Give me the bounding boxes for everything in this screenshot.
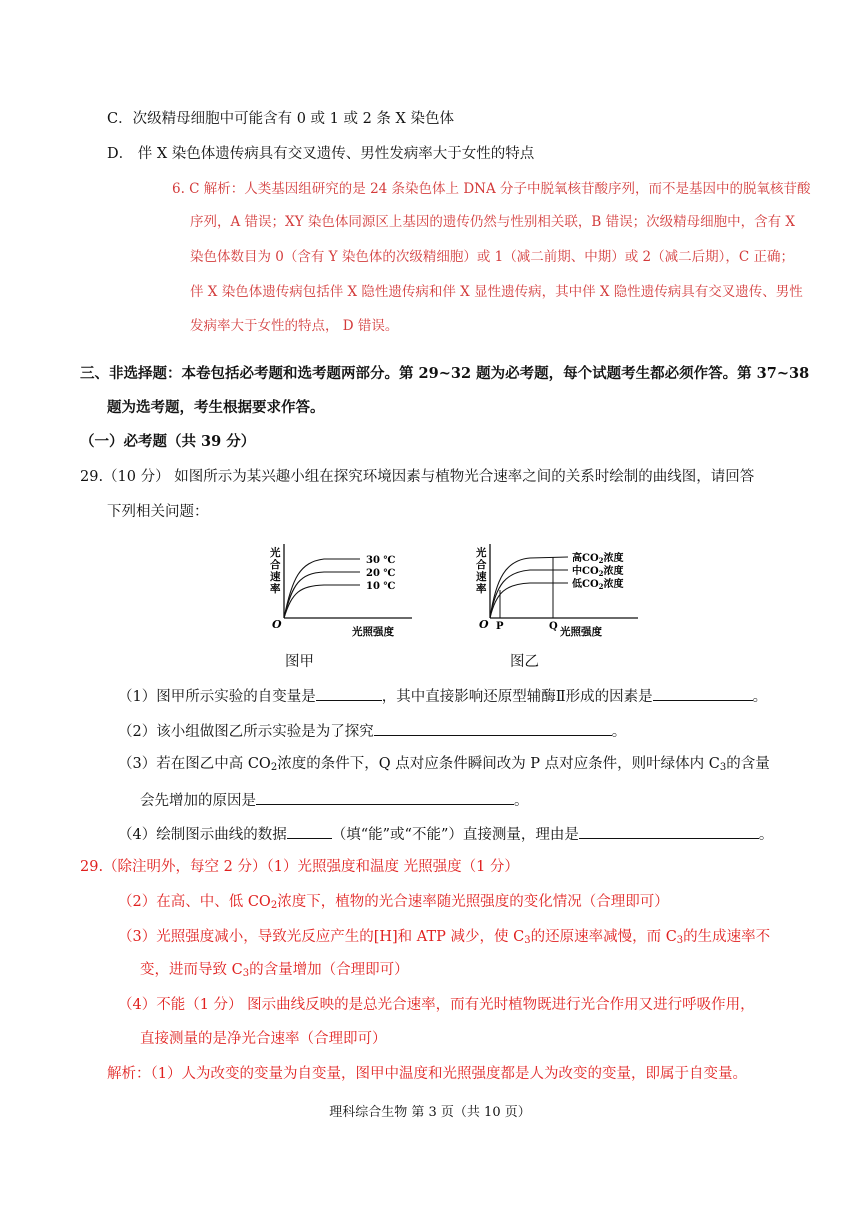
q6-answer-line-4: 伴 X 染色体遗传病包括伴 X 隐性遗传病和伴 X 显性遗传病，其中伴 X 隐性遗传病具有交叉遗传、男性 bbox=[190, 284, 803, 300]
fig-b-xlabel: 光照强度 bbox=[560, 626, 602, 638]
required-section-heading: （一）必考题（共 39 分） bbox=[80, 433, 256, 450]
q6-answer-line-2: 序列，A 错误；XY 染色体同源区上基因的遗传仍然与性别相关联，B 错误；次级精母细胞中，含有 X bbox=[190, 214, 795, 230]
fig-a-curve-30 bbox=[284, 559, 360, 618]
q29-answer-1: 29.（除注明外，每空 2 分）（1）光照强度和温度 光照强度（1 分） bbox=[80, 859, 519, 875]
q29-explanation: 解析：（1）人为改变的变量为自变量，图甲中温度和光照强度都是人为改变的变量，即属于自变量。 bbox=[107, 1066, 747, 1082]
fig-b-series-low: 低$CO_2$浓度 bbox=[572, 579, 624, 591]
blank-3[interactable] bbox=[374, 720, 612, 736]
q29-sub-2: （2）该小组做图乙所示实验是为了探究 。 bbox=[118, 720, 626, 742]
option-c: C．次级精母细胞中可能含有 0 或 1 或 2 条 X 染色体 bbox=[107, 111, 454, 127]
figure-a-caption: 图甲 bbox=[285, 654, 314, 670]
fig-b-origin: O bbox=[479, 618, 489, 631]
fig-b-curve-high bbox=[490, 557, 568, 618]
fig-b-ylabel-4: 率 bbox=[476, 583, 487, 595]
fig-b-point-p: P bbox=[496, 621, 504, 632]
q29-sub-1: （1）图甲所示实验的自变量是 ，其中直接影响还原型辅酶Ⅱ形成的因素是 。 bbox=[118, 685, 767, 707]
option-d: D． 伴 X 染色体遗传病具有交叉遗传、男性发病率大于女性的特点 bbox=[107, 146, 535, 162]
blank-2[interactable] bbox=[653, 685, 753, 701]
fig-a-xlabel: 光照强度 bbox=[352, 626, 394, 638]
fig-a-ylabel-1: 光 bbox=[270, 547, 281, 559]
q6-answer-line-5: 发病率大于女性的特点， D 错误。 bbox=[190, 318, 399, 334]
q29-answer-3-cont: 变，进而导致 $C_3$的含量增加（合理即可） bbox=[140, 962, 409, 979]
blank-4[interactable] bbox=[256, 789, 514, 805]
q29-answer-2: （2）在高、中、低 $CO_2$浓度下，植物的光合速率随光照强度的变化情况（合理即可） bbox=[118, 894, 669, 911]
fig-b-series-high: 高$CO_2$浓度 bbox=[572, 553, 624, 565]
fig-b-ylabel-3: 速 bbox=[476, 571, 487, 583]
figure-b-caption: 图乙 bbox=[510, 654, 539, 670]
q6-answer-line-3: 染色体数目为 0（含有 Y 染色体的次级精细胞）或 1（减二前期、中期）或 2（减二后期），C 正确； bbox=[190, 249, 795, 265]
fig-a-origin: O bbox=[272, 618, 282, 631]
q29-sub-3-cont: 会先增加的原因是 。 bbox=[140, 789, 529, 811]
q6-answer-line-1: 6. C 解析：人类基因组研究的是 24 条染色体上 DNA 分子中脱氧核苷酸序列，而不是基因中的脱氧核苷酸 bbox=[172, 181, 811, 197]
figure-b-chart bbox=[468, 538, 643, 638]
figure-a-chart bbox=[262, 538, 422, 638]
fig-b-curve-low bbox=[490, 583, 568, 618]
q29-answer-3: （3）光照强度减小，导致光反应产生的[H]和 ATP 减少，使 $C_3$的还原速率减慢，而 $C_3$的生成速率不 bbox=[118, 929, 771, 946]
blank-5[interactable] bbox=[287, 823, 332, 839]
fig-a-series-20: 20 ℃ bbox=[366, 568, 396, 579]
q29-stem-cont: 下列相关问题： bbox=[107, 504, 209, 520]
fig-b-ylabel-2: 合 bbox=[476, 559, 487, 571]
blank-6[interactable] bbox=[579, 823, 759, 839]
fig-a-series-10: 10 ℃ bbox=[366, 581, 396, 592]
q29-sub-4: （4）绘制图示曲线的数据 （填“能”或“不能”）直接测量，理由是 。 bbox=[118, 823, 773, 845]
fig-b-ylabel-1: 光 bbox=[476, 547, 487, 559]
blank-1[interactable] bbox=[316, 685, 382, 701]
fig-a-series-30: 30 ℃ bbox=[366, 555, 396, 566]
fig-b-point-q: Q bbox=[549, 621, 558, 632]
section-3-intro-cont: 题为选考题，考生根据要求作答。 bbox=[107, 399, 325, 416]
fig-a-ylabel-2: 合 bbox=[270, 559, 281, 571]
section-3-intro: 三、非选择题：本卷包括必考题和选考题两部分。第 29~32 题为必考题，每个试题考生都必须作答。第 37~38 bbox=[80, 365, 810, 382]
fig-a-ylabel-3: 速 bbox=[270, 571, 281, 583]
q29-stem: 29.（10 分） 如图所示为某兴趣小组在探究环境因素与植物光合速率之间的关系时绘制的曲线图，请回答 bbox=[80, 469, 755, 485]
fig-b-series-mid: 中$CO_2$浓度 bbox=[572, 566, 624, 578]
fig-a-curve-10 bbox=[284, 585, 360, 618]
fig-a-ylabel-4: 率 bbox=[270, 583, 281, 595]
q29-sub-3: （3）若在图乙中高 $CO_2$浓度的条件下，Q 点对应条件瞬间改为 P 点对应条件，则叶绿体内 $C_3$的含量 bbox=[118, 756, 770, 773]
page-footer: 理科综合生物 第 3 页（共 10 页） bbox=[329, 1105, 531, 1120]
q29-answer-4-cont: 直接测量的是净光合速率（合理即可） bbox=[140, 1031, 387, 1047]
q29-answer-4: （4）不能（1 分） 图示曲线反映的是总光合速率，而有光时植物既进行光合作用又进行呼吸作用， bbox=[118, 997, 755, 1013]
